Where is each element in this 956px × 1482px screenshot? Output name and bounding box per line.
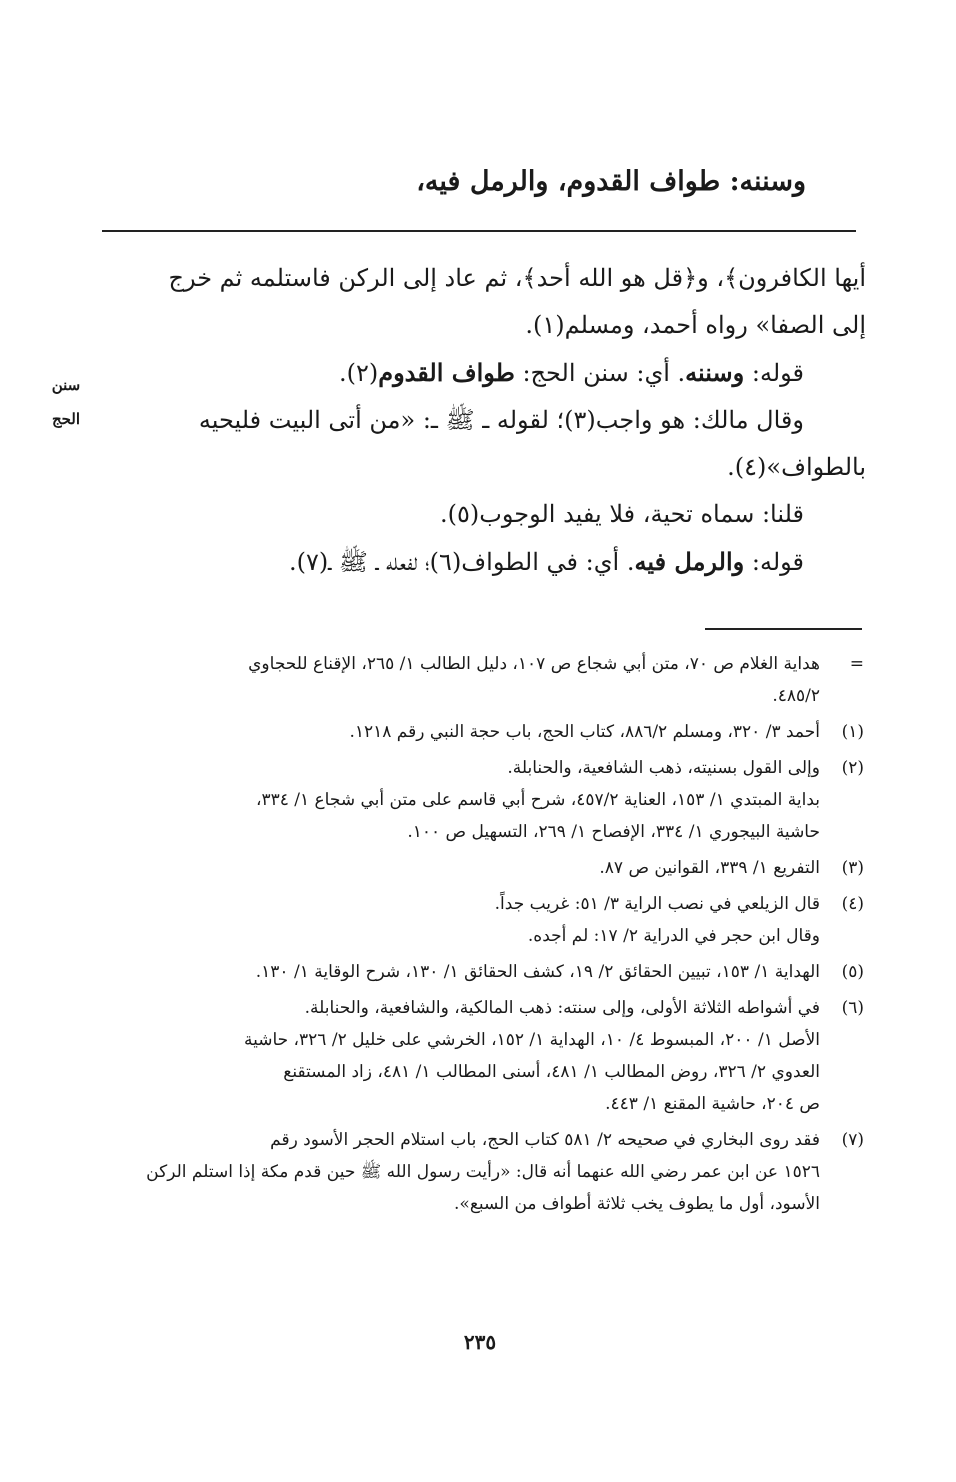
body-line-3-suffix: (٢). bbox=[338, 359, 379, 387]
margin-note bbox=[40, 368, 92, 436]
body-line-7-prefix: قوله: bbox=[744, 548, 804, 576]
body-line-7-suffix: . أي: في الطواف(٦)؛ لفعله ـ ﷺ ـ(٧). bbox=[288, 548, 635, 576]
footnote-line: في أشواطه الثلاثة الأولى، وإلى سنته: ذهب المالكية، والشافعية، والحنابلة. bbox=[304, 998, 820, 1018]
footnote-line: الأسود، أول ما يطوف يخب ثلاثة أطواف من السبع». bbox=[454, 1194, 820, 1214]
footnote-number: (٧) bbox=[841, 1130, 864, 1150]
footnote-number: (٣) bbox=[841, 858, 864, 878]
footnote-number: (٥) bbox=[841, 962, 864, 982]
footnote-number: (٢) bbox=[841, 758, 864, 778]
body-line-3-bold-1: وسننه bbox=[685, 358, 745, 387]
margin-note-line-1: سنن bbox=[51, 376, 81, 394]
footnote-line: الأصل ١/ ٢٠٠، المبسوط ٤/ ١٠، الهداية ١/ ١٥٢، الخرشي على خليل ٢/ ٣٢٦، حاشية bbox=[243, 1030, 820, 1050]
footnote-line: وقال ابن حجر في الدراية ٢/ ١٧: لم أجده. bbox=[527, 926, 820, 946]
page-number: ٢٣٥ bbox=[463, 1330, 497, 1354]
footnote bbox=[96, 956, 864, 988]
footnote bbox=[96, 888, 864, 952]
footnotes bbox=[96, 648, 864, 1224]
footnote-line: ١٥٢٦ عن ابن عمر رضي الله عنهما أنه قال: «رأيت رسول الله ﷺ حين قدم مكة إذا استلم الركن bbox=[146, 1162, 820, 1182]
footnote-line: قال الزيلعي في نصب الراية ٣/ ٥١: غريب جداً. bbox=[494, 894, 820, 914]
footnote-divider bbox=[705, 628, 862, 630]
footnote bbox=[96, 716, 864, 748]
body-line-4: وقال مالك: هو واجب(٣)؛ لقوله ـ ﷺ ـ: «من أتى البيت فليحيه bbox=[198, 406, 804, 434]
header-divider bbox=[102, 230, 856, 232]
footnote-line: بداية المبتدي ١/ ١٥٣، العناية ٤٥٧/٢، شرح أبي قاسم على متن أبي شجاع ١/ ٣٣٤، bbox=[255, 790, 820, 810]
main-text bbox=[98, 255, 866, 586]
footnote-line: فقد روى البخاري في صحيحه ٢/ ٥٨١ كتاب الحج، باب استلام الحجر الأسود رقم bbox=[270, 1130, 820, 1150]
body-line-1: أيها الكافرون﴾، و﴿قل هو الله أحد﴾، ثم عاد إلى الركن فاستلمه ثم خرج bbox=[168, 264, 866, 292]
footnote-number: (١) bbox=[841, 722, 864, 742]
body-line-3-bold-2: طواف القدوم bbox=[378, 358, 515, 387]
body-line-7 bbox=[98, 538, 866, 586]
footnote bbox=[96, 752, 864, 848]
footnote bbox=[96, 852, 864, 884]
body-line-2: إلى الصفا» رواه أحمد، ومسلم(١). bbox=[525, 311, 866, 339]
body-line-3-mid: . أي: سنن الحج: bbox=[514, 359, 686, 387]
footnote-line: وإلى القول بسنيته، ذهب الشافعية، والحنابلة. bbox=[507, 758, 820, 778]
page-header: وسننه: طواف القدوم، والرمل فيه، bbox=[416, 166, 806, 197]
footnote-line: ٤٨٥/٢. bbox=[772, 686, 820, 706]
footnote-line: هداية الغلام ص ٧٠، متن أبي شجاع ص ١٠٧، دليل الطالب ١/ ٢٦٥، الإقناع للحجاوي bbox=[248, 654, 820, 674]
footnote-line: التفريع ١/ ٣٣٩، القوانين ص ٨٧. bbox=[599, 858, 820, 878]
footnote-number: = bbox=[849, 654, 864, 674]
footnote-number: (٤) bbox=[841, 894, 864, 914]
footnote-line: أحمد ٣/ ٣٢٠، ومسلم ٨٨٦/٢، كتاب الحج، باب حجة النبي رقم ١٢١٨. bbox=[349, 722, 820, 742]
footnote-line: العدوي ٢/ ٣٢٦، روض المطالب ١/ ٤٨١، أسنى المطالب ١/ ٤٨١، زاد المستقنع bbox=[283, 1062, 820, 1082]
body-line-7-bold: والرمل فيه bbox=[634, 547, 745, 576]
footnote-line: حاشية البيجوري ١/ ٣٣٤، الإفصاح ١/ ٢٦٩، التسهيل ص ١٠٠. bbox=[407, 822, 820, 842]
footnote bbox=[96, 1124, 864, 1220]
footnote-number: (٦) bbox=[841, 998, 864, 1018]
body-line-3 bbox=[98, 349, 866, 397]
footnote bbox=[96, 648, 864, 712]
footnote-line: ص ٢٠٤، حاشية المقنع ١/ ٤٤٣. bbox=[605, 1094, 820, 1114]
body-line-3-prefix: قوله: bbox=[744, 359, 804, 387]
margin-note-line-2: الحج bbox=[51, 410, 81, 428]
body-line-5: بالطواف»(٤). bbox=[727, 453, 866, 481]
footnote-line: الهداية ١/ ١٥٣، تبيين الحقائق ٢/ ١٩، كشف الحقائق ١/ ١٣٠، شرح الوقاية ١/ ١٣٠. bbox=[255, 962, 820, 982]
body-line-6: قلنا: سماه تحية، فلا يفيد الوجوب(٥). bbox=[439, 500, 804, 528]
footnote bbox=[96, 992, 864, 1120]
